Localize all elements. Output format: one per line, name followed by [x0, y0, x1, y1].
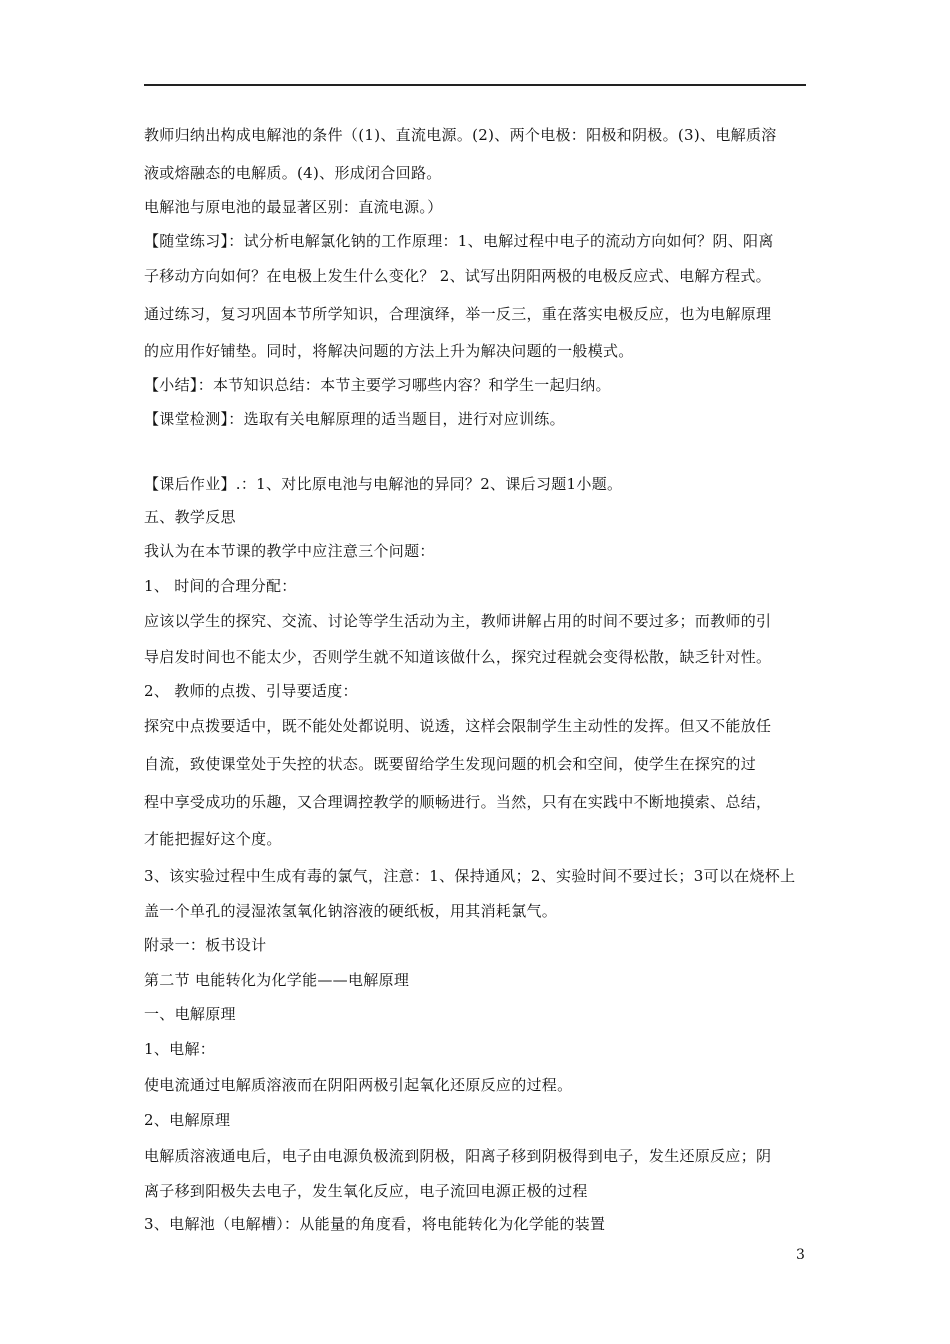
text-line: 电解质溶液通电后，电子由电源负极流到阴极，阳离子移到阴极得到电子，发生还原反应；阴	[144, 1147, 772, 1165]
text-line: 子移动方向如何？在电极上发生什么变化？ 2、试写出阴阳两极的电极反应式、电解方程式。	[144, 267, 771, 285]
header-rule	[144, 84, 806, 86]
text-line: 才能把握好这个度。	[144, 830, 282, 848]
text-line: 3、电解池（电解槽）：从能量的角度看，将电能转化为化学能的装置	[144, 1215, 606, 1233]
text-line: 我认为在本节课的教学中应注意三个问题：	[144, 542, 435, 560]
text-line: 的应用作好铺垫。同时，将解决问题的方法上升为解决问题的一般模式。	[144, 342, 634, 360]
text-line: 离子移到阳极失去电子，发生氧化反应，电子流回电源正极的过程	[144, 1182, 588, 1200]
page-number: 3	[796, 1247, 805, 1263]
text-line: 第二节 电能转化为化学能——电解原理	[144, 971, 410, 989]
text-line: 使电流通过电解质溶液而在阴阳两极引起氧化还原反应的过程。	[144, 1076, 573, 1094]
text-line: 【小结】：本节知识总结：本节主要学习哪些内容？和学生一起归纳。	[144, 376, 611, 394]
text-line: 2、电解原理	[144, 1111, 231, 1129]
text-line: 【课堂检测】：选取有关电解原理的适当题目，进行对应训练。	[144, 410, 565, 428]
text-line: 一、电解原理	[144, 1005, 236, 1023]
text-line: 盖一个单孔的浸湿浓氢氧化钠溶液的硬纸板，用其消耗氯气。	[144, 902, 558, 920]
text-line: 1、电解：	[144, 1040, 216, 1058]
text-line: 3、该实验过程中生成有毒的氯气，注意：1、保持通风；2、实验时间不要过长；3可以在烧杯上	[144, 867, 796, 885]
text-line: 【随堂练习】：试分析电解氯化钠的工作原理：1、电解过程中电子的流动方向如何？阴、阳离	[144, 232, 774, 250]
text-line: 附录一：板书设计	[144, 936, 267, 954]
text-line: 电解池与原电池的最显著区别：直流电源。）	[144, 198, 443, 216]
text-line: 通过练习，复习巩固本节所学知识，合理演绎，举一反三，重在落实电极反应，也为电解原理	[144, 305, 772, 323]
text-line: 应该以学生的探究、交流、讨论等学生活动为主，教师讲解占用的时间不要过多；而教师的引	[144, 612, 772, 630]
text-line: 程中享受成功的乐趣，又合理调控教学的顺畅进行。当然，只有在实践中不断地摸索、总结，	[144, 793, 772, 811]
text-line: 自流，致使课堂处于失控的状态。既要留给学生发现问题的机会和空间，使学生在探究的过	[144, 755, 757, 773]
section-heading: 五、教学反思	[144, 508, 236, 526]
text-line: 探究中点拨要适中，既不能处处都说明、说透，这样会限制学生主动性的发挥。但又不能放任	[144, 717, 772, 735]
text-line: 教师归纳出构成电解池的条件（(1)、直流电源。(2)、两个电极：阳极和阴极。(3)、电解质溶	[144, 126, 777, 144]
text-line: 导启发时间也不能太少，否则学生就不知道该做什么，探究过程就会变得松散，缺乏针对性。	[144, 648, 772, 666]
text-line: 液或熔融态的电解质。(4)、形成闭合回路。	[144, 164, 442, 182]
text-line: 1、 时间的合理分配：	[144, 577, 297, 595]
text-line: 2、 教师的点拨、引导要适度：	[144, 682, 358, 700]
text-line: 【课后作业】.：1、对比原电池与电解池的异同？2、课后习题1小题。	[144, 475, 623, 493]
